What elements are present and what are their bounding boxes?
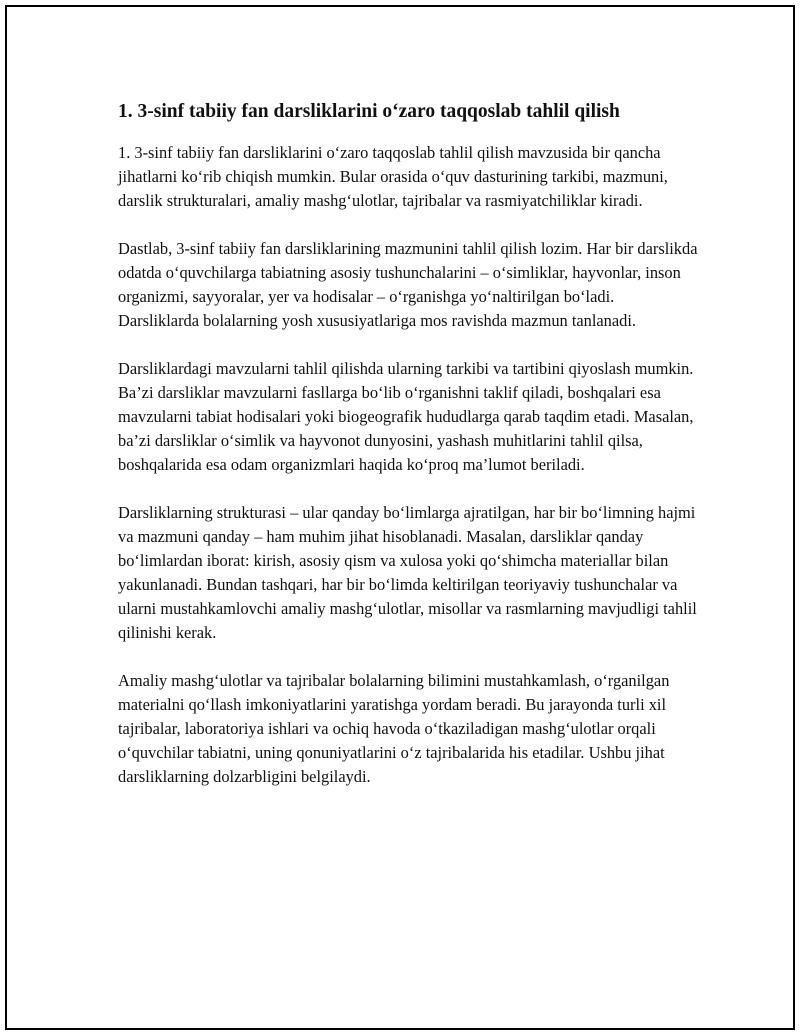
- paragraph-3: Darsliklardagi mavzularni tahlil qilishda ularning tarkibi va tartibini qiyoslash mumkin. Ba’zi darsliklar mavzularni fasllarga bo‘lib o‘rganishni taklif qiladi, boshqalari esa mavzularni tabiat hodisalari yoki biogeografik hududlarga qarab taqdim etadi. Masalan, ba’zi darsliklar o‘simlik va hayvonot dunyosini, yashash muhitlarini tahlil qilsa, boshqalarida esa odam organizmlari haqida ko‘proq ma’lumot beriladi.: [118, 359, 694, 474]
- paragraph-4: Darsliklarning strukturasi – ular qanday bo‘limlarga ajratilgan, har bir bo‘limning hajmi va mazmuni qanday – ham muhim jihat hisoblanadi. Masalan, darsliklar qanday bo‘limlardan iborat: kirish, asosiy qism va xulosa yoki qo‘shimcha materiallar bilan yakunlanadi. Bundan tashqari, har bir bo‘limda keltirilgan teoriyaviy tushunchalar va ularni mustahkamlovchi amaliy mashg‘ulotlar, misollar va rasmlarning mavjudligi tahlil qilinishi kerak.: [118, 503, 697, 642]
- page-frame: [5, 5, 795, 1030]
- paragraph-2: Dastlab, 3-sinf tabiiy fan darsliklarining mazmunini tahlil qilish lozim. Har bir darslikda odatda o‘quvchilarga tabiatning asosiy tushunchalarini – o‘simliklar, hayvonlar, inson organizmi, sayyoralar, yer va hodisalar – o‘rganishga yo‘naltirilgan bo‘ladi. Darsliklarda bolalarning yosh xususiyatlariga mos ravishda mazmun tanlanadi.: [118, 239, 698, 330]
- document-body: [118, 97, 698, 813]
- paragraph-5: Amaliy mashg‘ulotlar va tajribalar bolalarning bilimini mustahkamlash, o‘rganilgan materialni qo‘llash imkoniyatlarini yaratishga yordam beradi. Bu jarayonda turli xil tajribalar, laboratoriya ishlari va ochiq havoda o‘tkaziladigan mashg‘ulotlar orqali o‘quvchilar tabiatni, uning qonuniyatlarini o‘z tajribalarida his etadilar. Ushbu jihat darsliklarning dolzarbligini belgilaydi.: [118, 671, 670, 786]
- paragraph-1: 1. 3-sinf tabiiy fan darsliklarini o‘zaro taqqoslab tahlil qilish mavzusida bir qancha jihatlarni ko‘rib chiqish mumkin. Bular orasida o‘quv dasturining tarkibi, mazmuni, darslik strukturalari, amaliy mashg‘ulotlar, tajribalar va rasmiyatchiliklar kiradi.: [118, 143, 668, 210]
- document-title: 1. 3-sinf tabiiy fan darsliklarini o‘zaro taqqoslab tahlil qilish: [118, 101, 620, 122]
